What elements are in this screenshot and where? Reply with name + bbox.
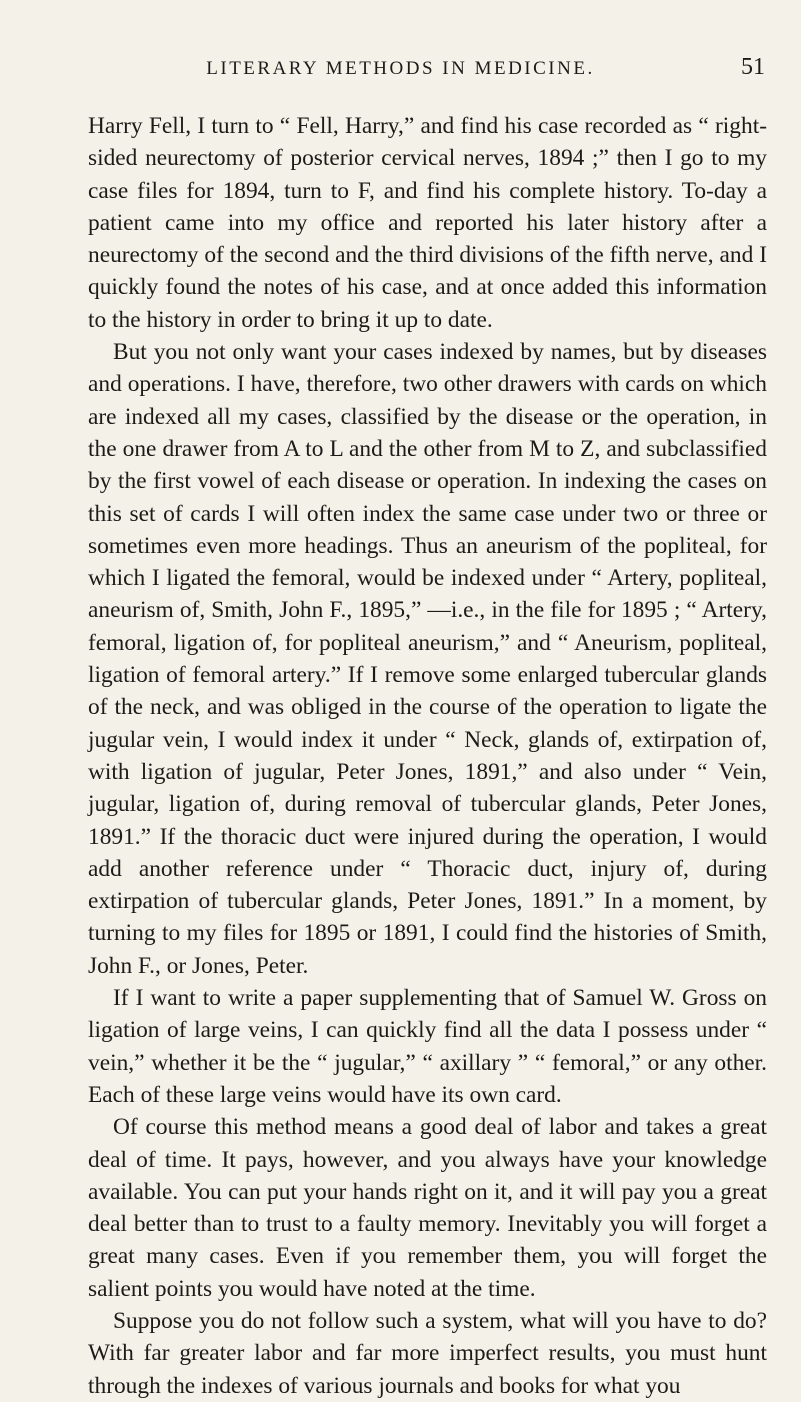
paragraph: But you not only want your cases indexed by names, but by diseases and operations. I have, therefore, two other drawers with cards on which are indexed all my cases, classified by the disease or the operation, in the one drawer from A to L and the other from M to Z, and subclassified by the first vowel of each disease or operation. In indexing the cases on this set of cards I will often index the same case under two or three or sometimes even more headings. Thus an aneurism of the popliteal, for which I ligated the femoral, would be indexed under “ Artery, popliteal, aneurism of, Smith, John F., 1895,” —i.e., in the file for 1895 ; “ Artery, femoral, ligation of, for popliteal aneurism,” and “ Aneurism, popliteal, ligation of femoral artery.” If I remove some enlarged tubercular glands of the neck, and was obliged in the course of the operation to ligate the jugular vein, I would index it under “ Neck, glands of, extirpation of, with ligation of jugular, Peter Jones, 1891,” and also under “ Vein, jugular, ligation of, during removal of tubercular glands, Peter Jones, 1891.” If the thoracic duct were injured during the operation, I would add another reference under “ Thoracic duct, injury of, during extirpation of tubercular glands, Peter Jones, 1891.” In a moment, by turning to my files for 1895 or 1891, I could find the histories of Smith, John F., or Jones, Peter. [88, 339, 767, 979]
running-title: LITERARY METHODS IN MEDICINE. [206, 58, 595, 79]
paragraph: Of course this method means a good deal of labor and takes a great deal of time. It pays, however, and you always have your knowledge available. You can put your hands right on it, and it will pay you a great deal better than to trust to a faulty memory. Inevitably you will forget a great many cases. Even if you remember them, you will forget the salient points you would have noted at the time. [88, 1114, 767, 1302]
paragraph: If I want to write a paper supplementing that of Samuel W. Gross on ligation of large veins, I can quickly find all the data I possess under “ vein,” whether it be the “ jugular,” “ axillary ” “ femoral,” or any other. Each of these large veins would have its own card. [88, 985, 767, 1108]
paragraph: Suppose you do not follow such a system, what will you have to do? With far greater labor and far more imperfect results, you must hunt through the indexes of various journals and books for what you [88, 1307, 767, 1399]
page-number: 51 [741, 54, 765, 80]
running-header [0, 54, 801, 92]
paragraph: Harry Fell, I turn to “ Fell, Harry,” and find his case recorded as “ right-sided neurectomy of posterior cervical nerves, 1894 ;” then I go to my case files for 1894, turn to F, and find his complete history. To-day a patient came into my office and reported his later history after a neurectomy of the second and the third divisions of the fifth nerve, and I quickly found the notes of his case, and at once added this information to the history in order to bring it up to date. [88, 113, 767, 333]
body-text [88, 110, 767, 1402]
